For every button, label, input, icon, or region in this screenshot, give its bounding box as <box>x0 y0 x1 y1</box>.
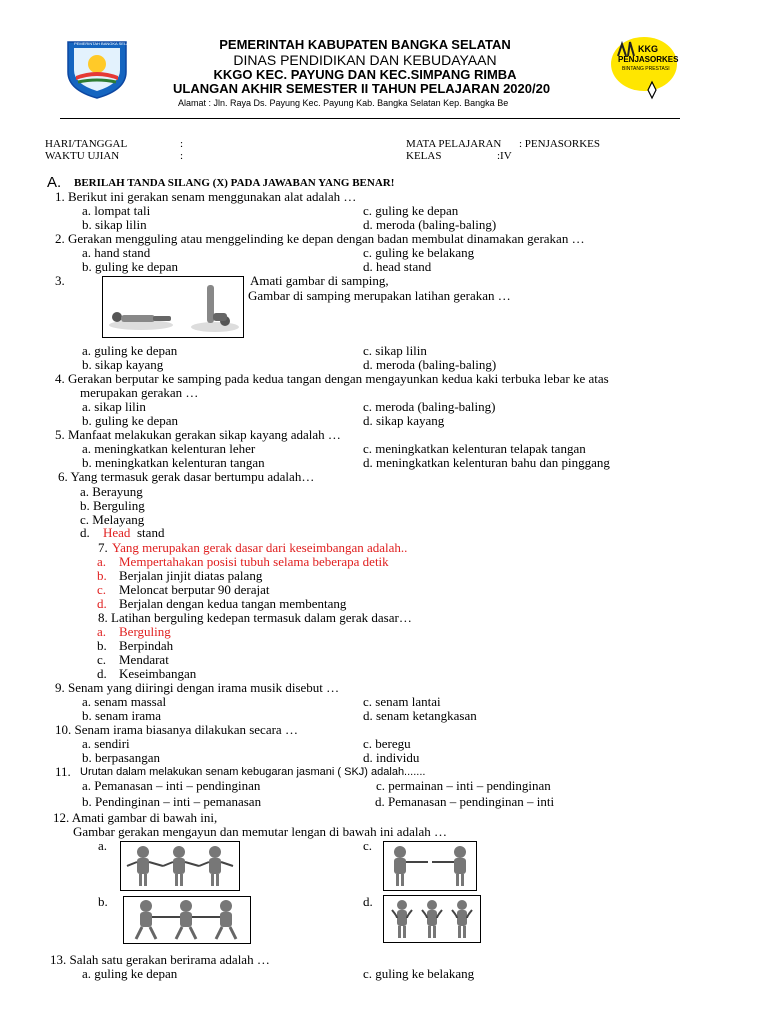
q13-option-a: a. guling ke depan <box>82 966 178 981</box>
q8-option-d-letter: d. <box>97 666 107 681</box>
q12-question-cont: Gambar gerakan mengayun dan memutar lengan di bawah ini adalah … <box>73 824 447 839</box>
header-line-2: DINAS PENDIDIKAN DAN KEBUDAYAAN <box>233 52 497 68</box>
q2-option-b: b. guling ke depan <box>82 259 179 274</box>
q7-option-d: Berjalan dengan kedua tangan membentang <box>119 596 347 611</box>
header-divider <box>60 118 680 119</box>
q5-option-c: c. meningkatkan kelenturan telapak tangan <box>363 441 586 456</box>
q4-question: 4. Gerakan berputar ke samping pada kedua tangan dengan mengayunkan kedua kaki terbuka lebar ke atas <box>55 371 609 386</box>
q8-option-d: Keseimbangan <box>119 666 197 681</box>
kkg-logo-text-3: BINTANG PRESTASI <box>622 66 670 72</box>
q3-option-c: c. sikap lilin <box>363 343 427 358</box>
q12-option-a-label: a. <box>98 838 108 853</box>
q12-option-b-label: b. <box>98 894 108 909</box>
q7-option-c: Meloncat berputar 90 derajat <box>119 582 270 597</box>
q3-prompt-2: Gambar di samping merupakan latihan gerakan … <box>248 288 511 303</box>
q7-option-a: Mempertahakan posisi tubuh selama beberapa detik <box>119 554 389 569</box>
q13-option-c: c. guling ke belakang <box>363 966 475 981</box>
q2-option-a: a. hand stand <box>82 245 151 260</box>
q7-option-b-letter: b. <box>97 568 107 583</box>
q11-question: Urutan dalam melakukan senam kebugaran jasmani ( SKJ) adalah....... <box>80 766 426 778</box>
q6-question: 6. Yang termasuk gerak dasar bertumpu adalah… <box>58 469 315 484</box>
kelas-value: :IV <box>497 150 512 162</box>
q7-option-d-letter: d. <box>97 596 107 611</box>
q10-option-a: a. sendiri <box>82 736 130 751</box>
hari-tanggal-label: HARI/TANGGAL <box>45 138 128 150</box>
q5-option-a: a. meningkatkan kelenturan leher <box>82 441 256 456</box>
q6-option-b: b. Berguling <box>80 498 145 513</box>
q7-number: 7. <box>98 540 108 555</box>
q12-option-c-image <box>383 841 477 891</box>
q12-question: 12. Amati gambar di bawah ini, <box>53 810 218 825</box>
q11-option-c: c. permainan – inti – pendinginan <box>376 778 551 793</box>
q13-question: 13. Salah satu gerakan berirama adalah … <box>50 952 270 967</box>
q11-option-b: b. Pendinginan – inti – pemanasan <box>82 794 262 809</box>
regency-logo <box>62 38 137 100</box>
q3-option-a: a. guling ke depan <box>82 343 178 358</box>
q8-question: 8. Latihan berguling kedepan termasuk dalam gerak dasar… <box>98 610 412 625</box>
q3-exercise-image <box>102 276 244 338</box>
header-address: Alamat : Jln. Raya Ds. Payung Kec. Payung Kab. Bangka Selatan Kep. Bangka Be <box>178 98 509 108</box>
q12-option-d-label: d. <box>363 894 373 909</box>
q4-option-b: b. guling ke depan <box>82 413 179 428</box>
q5-option-d: d. meningkatkan kelenturan bahu dan pinggang <box>363 455 610 470</box>
q1-option-a: a. lompat tali <box>82 203 151 218</box>
q8-option-c: Mendarat <box>119 652 169 667</box>
section-instruction: BERILAH TANDA SILANG (X) PADA JAWABAN YANG BENAR! <box>74 177 395 189</box>
q1-question: 1. Berikut ini gerakan senam menggunakan alat adalah … <box>55 189 357 204</box>
q2-option-c: c. guling ke belakang <box>363 245 475 260</box>
q7-question: Yang merupakan gerak dasar dari keseimbangan adalah.. <box>112 540 408 555</box>
q6-option-d-letter: d. <box>80 525 90 540</box>
kkg-logo-text-1: KKG <box>638 44 658 54</box>
q3-option-d: d. meroda (baling-baling) <box>363 357 497 372</box>
q4-option-c: c. meroda (baling-baling) <box>363 399 496 414</box>
q8-option-b: Berpindah <box>119 638 174 653</box>
q9-option-b: b. senam irama <box>82 708 162 723</box>
kkg-logo-text-2: PENJASORKES <box>618 55 679 64</box>
q3-number: 3. <box>55 273 65 288</box>
q11-number: 11. <box>55 764 71 779</box>
q11-option-a: a. Pemanasan – inti – pendinginan <box>82 778 261 793</box>
section-letter: A. <box>47 174 62 191</box>
q4-option-a: a. sikap lilin <box>82 399 146 414</box>
regency-logo-text: PEMERINTAH BANGKA SELATAN <box>74 41 137 46</box>
q12-option-b-image <box>123 896 251 944</box>
q8-option-a: Berguling <box>119 624 171 639</box>
q4-question-cont: merupakan gerakan … <box>80 385 199 400</box>
q3-option-b: b. sikap kayang <box>82 357 164 372</box>
q7-option-c-letter: c. <box>97 582 107 597</box>
mata-pelajaran-value: : PENJASORKES <box>519 138 600 150</box>
q6-option-d-highlight: Head <box>103 525 131 540</box>
q8-option-a-letter: a. <box>97 624 107 639</box>
waktu-ujian-label: WAKTU UJIAN <box>45 150 120 162</box>
header-line-3: KKGO KEC. PAYUNG DAN KEC.SIMPANG RIMBA <box>213 67 517 82</box>
q1-option-c: c. guling ke depan <box>363 203 459 218</box>
header-line-1: PEMERINTAH KABUPATEN BANGKA SELATAN <box>219 37 511 52</box>
q9-option-c: c. senam lantai <box>363 694 441 709</box>
q10-option-c: c. beregu <box>363 736 411 751</box>
q12-option-d-image <box>383 895 481 943</box>
waktu-ujian-colon: : <box>180 150 184 162</box>
q6-option-a: a. Berayung <box>80 484 143 499</box>
q9-option-a: a. senam massal <box>82 694 167 709</box>
q12-option-c-label: c. <box>363 838 373 853</box>
hari-tanggal-colon: : <box>180 138 184 150</box>
q10-option-d: d. individu <box>363 750 420 765</box>
q9-question: 9. Senam yang diiringi dengan irama musik disebut … <box>55 680 340 695</box>
q2-question: 2. Gerakan mengguling atau menggelinding ke depan dengan badan membulat dinamakan gerakan … <box>55 231 585 246</box>
header-line-4: ULANGAN AKHIR SEMESTER II TAHUN PELAJARAN 2020/20 <box>173 81 551 96</box>
q4-option-d: d. sikap kayang <box>363 413 445 428</box>
q6-option-d-rest: stand <box>137 525 165 540</box>
q1-option-b: b. sikap lilin <box>82 217 147 232</box>
q11-option-d: d. Pemanasan – pendinginan – inti <box>375 794 555 809</box>
q3-prompt-1: Amati gambar di samping, <box>250 273 389 288</box>
q8-option-c-letter: c. <box>97 652 107 667</box>
q2-option-d: d. head stand <box>363 259 432 274</box>
mata-pelajaran-label: MATA PELAJARAN <box>406 138 502 150</box>
kkg-logo <box>608 36 680 100</box>
q9-option-d: d. senam ketangkasan <box>363 708 477 723</box>
q5-question: 5. Manfaat melakukan gerakan sikap kayang adalah … <box>55 427 341 442</box>
q8-option-b-letter: b. <box>97 638 107 653</box>
q7-option-a-letter: a. <box>97 554 107 569</box>
q10-option-b: b. berpasangan <box>82 750 160 765</box>
q10-question: 10. Senam irama biasanya dilakukan secara … <box>55 722 298 737</box>
q5-option-b: b. meningkatkan kelenturan tangan <box>82 455 265 470</box>
q7-option-b: Berjalan jinjit diatas palang <box>119 568 263 583</box>
q1-option-d: d. meroda (baling-baling) <box>363 217 497 232</box>
kelas-label: KELAS <box>406 150 442 162</box>
q6-option-c: c. Melayang <box>80 512 145 527</box>
q12-option-a-image <box>120 841 240 891</box>
